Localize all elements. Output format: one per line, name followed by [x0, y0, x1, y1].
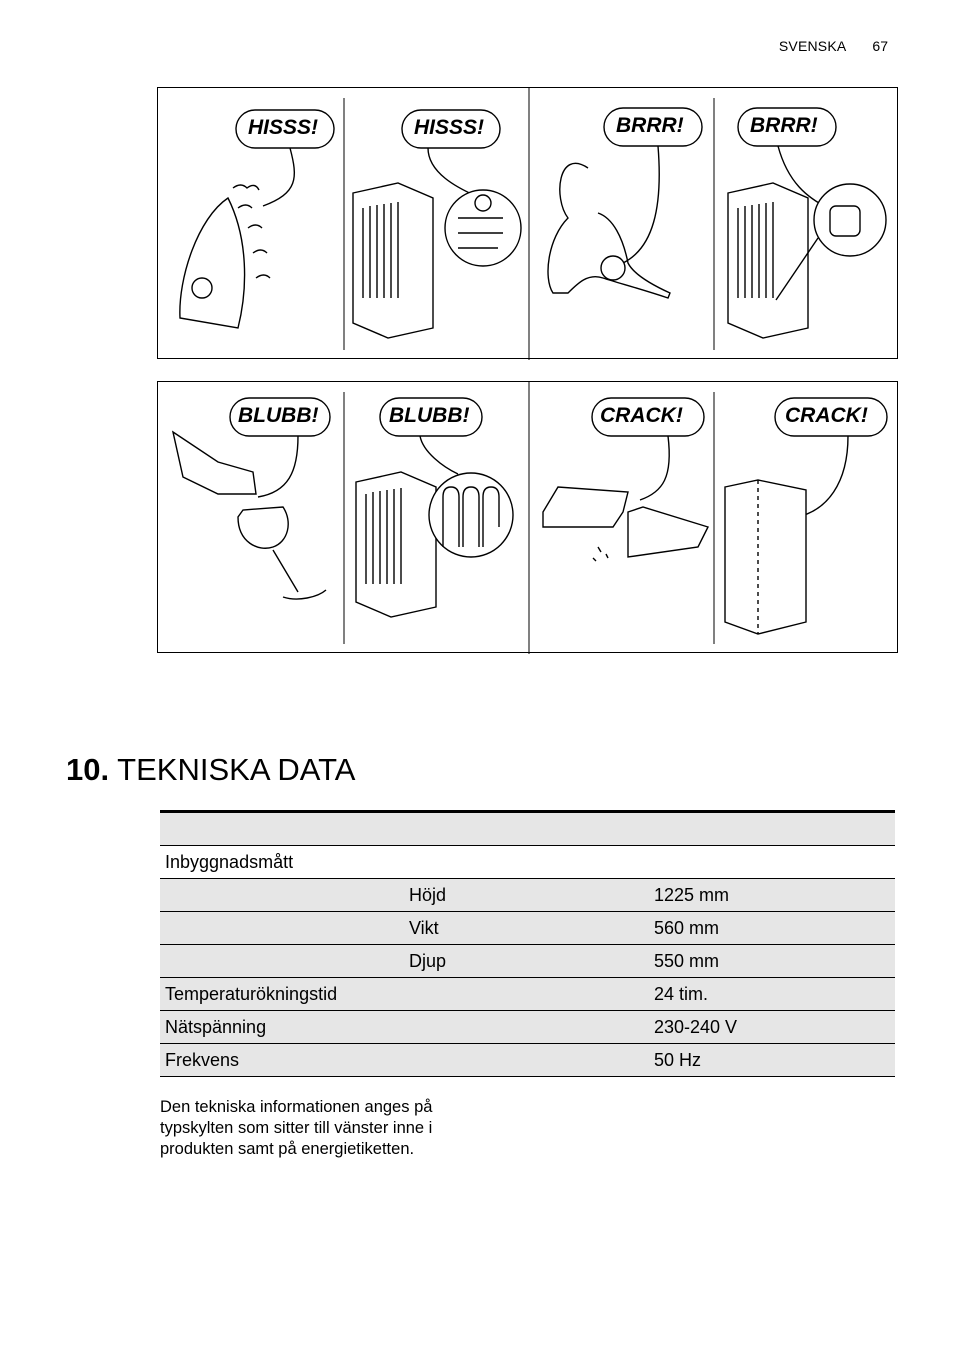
sound-label-blubb-1: BLUBB!	[238, 404, 319, 427]
row-sublabel: Höjd	[404, 879, 649, 912]
row-sublabel	[404, 846, 649, 879]
section-title	[66, 752, 355, 788]
noise-illustration-panel-top	[157, 87, 898, 359]
row-label: Nätspänning	[160, 1011, 404, 1044]
iron-drawing	[180, 185, 270, 328]
row-label: Frekvens	[160, 1044, 404, 1077]
page-header	[779, 38, 888, 54]
sound-label-hisss-2: HISSS!	[414, 116, 485, 139]
language-label: SVENSKA	[778, 38, 847, 54]
row-value: 550 mm	[649, 945, 895, 978]
ice-cracking-drawing	[543, 487, 708, 561]
sound-label-crack-1: CRACK!	[600, 404, 683, 427]
fridge-back-drawing-2	[728, 183, 886, 338]
row-sublabel	[404, 1044, 649, 1077]
technical-data-table	[160, 810, 895, 1077]
table-row	[160, 945, 895, 978]
table-row	[160, 846, 895, 879]
row-value: 50 Hz	[649, 1044, 895, 1077]
sound-label-blubb-2: BLUBB!	[389, 404, 470, 427]
wine-pouring-drawing	[173, 432, 326, 599]
row-label: Inbyggnadsmått	[160, 846, 404, 879]
sound-label-brrr-1: BRRR!	[616, 114, 684, 137]
sound-label-hisss-1: HISSS!	[248, 116, 319, 139]
table-row	[160, 1044, 895, 1077]
row-value	[649, 846, 895, 879]
freezer-cabinet-drawing	[725, 480, 806, 634]
table-row	[160, 879, 895, 912]
row-sublabel: Vikt	[404, 912, 649, 945]
row-sublabel: Djup	[404, 945, 649, 978]
table-header-row	[160, 812, 895, 846]
row-sublabel	[404, 978, 649, 1011]
row-sublabel	[404, 1011, 649, 1044]
table-row	[160, 1011, 895, 1044]
sound-label-brrr-2: BRRR!	[750, 114, 818, 137]
fridge-back-drawing-3	[356, 472, 513, 617]
section-heading: TEKNISKA DATA	[117, 752, 356, 787]
row-label	[160, 945, 404, 978]
noise-illustration-panel-bottom	[157, 381, 898, 653]
row-value: 24 tim.	[649, 978, 895, 1011]
row-label: Temperaturökningstid	[160, 978, 404, 1011]
row-label	[160, 879, 404, 912]
fridge-back-drawing-1	[353, 183, 521, 338]
table-row	[160, 912, 895, 945]
section-number: 10.	[66, 752, 110, 787]
cat-drawing	[548, 163, 670, 298]
sound-label-crack-2: CRACK!	[785, 404, 868, 427]
row-label	[160, 912, 404, 945]
row-value: 1225 mm	[649, 879, 895, 912]
rating-plate-note: Den tekniska informationen anges på typskylten som sitter till vänster inne i produkten samt på energietiketten.	[160, 1097, 433, 1158]
table-row	[160, 978, 895, 1011]
row-value: 560 mm	[649, 912, 895, 945]
row-value: 230-240 V	[649, 1011, 895, 1044]
page-number: 67	[872, 38, 888, 54]
